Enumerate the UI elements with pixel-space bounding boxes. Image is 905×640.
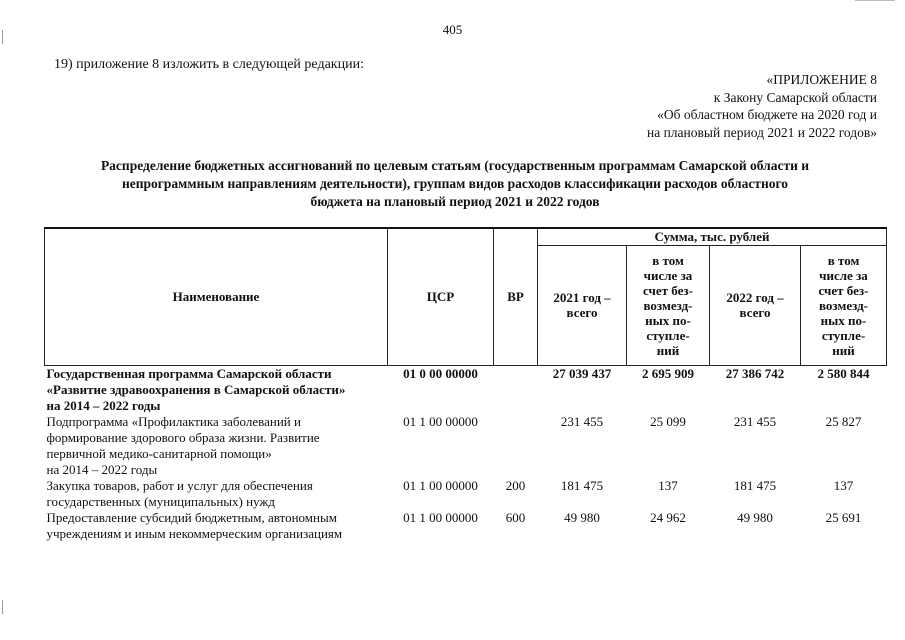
row-name-line: Предоставление субсидий бюджетным, автономным (46, 509, 337, 525)
header-2021-total (538, 245, 627, 365)
appendix-line: «Об областном бюджете на 2020 год и (657, 107, 877, 122)
header-line: ний (832, 342, 855, 358)
header-line: в том (827, 252, 860, 268)
row-name-line: Подпрограмма «Профилактика заболеваний и (46, 413, 301, 429)
header-line: 2022 год – (726, 290, 784, 305)
title-line: бюджета на плановый период 2021 и 2022 годов (310, 194, 600, 209)
header-2022-free (801, 245, 887, 365)
row-name (45, 414, 388, 478)
row-2022-free: 137 (833, 477, 854, 493)
header-line: возмезд- (819, 297, 868, 313)
title-line: непрограммным направлениям деятельности), группам видов расходов классификации расходов областного (121, 176, 789, 191)
row-csr: 01 1 00 00000 (403, 477, 478, 493)
row-vr: 600 (505, 509, 526, 525)
row-vr: 200 (505, 477, 526, 493)
row-2021-total: 27 039 437 (552, 365, 612, 381)
header-line: ступле- (821, 327, 866, 343)
header-line: числе за (643, 267, 693, 283)
row-csr: 01 1 00 00000 (403, 413, 478, 429)
row-2021-total: 231 455 (560, 413, 604, 429)
header-line: счет без- (643, 282, 693, 298)
row-2022-free: 2 580 844 (817, 365, 870, 381)
header-line: в том (652, 252, 684, 268)
appendix-header (647, 71, 877, 141)
row-name-line: первичной медико-санитарной помощи» (46, 445, 272, 461)
row-2021-free: 25 099 (650, 413, 686, 429)
appendix-line: «ПРИЛОЖЕНИЕ 8 (766, 72, 877, 87)
row-2021-total: 181 475 (560, 477, 604, 493)
row-2021-free: 2 695 909 (642, 365, 694, 381)
row-name-line: «Развитие здравоохранения в Самарской области» (46, 381, 346, 397)
row-2022-total: 181 475 (733, 477, 777, 493)
scan-edge-line (855, 0, 895, 1)
scan-edge-mark (2, 600, 3, 614)
row-name-line: Государственная программа Самарской области (46, 365, 332, 381)
row-vr (494, 414, 538, 478)
row-name-line: учреждениям и иным некоммерческим организациям (46, 525, 343, 541)
appendix-line: к Закону Самарской области (713, 89, 877, 105)
table-row (45, 414, 887, 478)
row-name (45, 510, 388, 542)
header-line: 2021 год – (553, 290, 611, 305)
header-vr: ВР (494, 228, 538, 365)
row-name (45, 365, 388, 414)
row-2022-total: 49 980 (737, 509, 773, 525)
row-name (45, 478, 388, 510)
row-2022-total: 27 386 742 (725, 365, 785, 381)
row-vr (494, 365, 538, 414)
row-2022-total: 231 455 (733, 413, 777, 429)
row-2021-total: 49 980 (564, 509, 600, 525)
appendix-line: на плановый период 2021 и 2022 годов» (646, 124, 877, 140)
row-name-line: Закупка товаров, работ и услуг для обеспечения (46, 477, 313, 493)
table-row (45, 478, 887, 510)
header-line: ных по- (820, 312, 867, 328)
header-line: возмезд- (643, 297, 693, 313)
header-2021-free (627, 245, 710, 365)
header-line: всего (739, 305, 771, 320)
header-sum: Сумма, тыс. рублей (538, 228, 887, 245)
row-2022-free: 25 827 (825, 413, 862, 429)
header-name: Наименование (45, 228, 388, 365)
header-line: ных по- (645, 312, 691, 328)
row-csr: 01 0 00 00000 (403, 365, 478, 381)
row-name-line: формирование здорового образа жизни. Развитие (46, 429, 320, 445)
row-name-line: государственных (муниципальных) нужд (46, 493, 275, 509)
page-number: 405 (442, 22, 463, 37)
header-csr: ЦСР (388, 228, 494, 365)
table-row (45, 365, 887, 414)
row-2022-free: 25 691 (825, 509, 862, 525)
header-2022-total (710, 245, 801, 365)
row-2021-free: 24 962 (650, 509, 686, 525)
row-name-line: на 2014 – 2022 годы (46, 397, 161, 413)
row-2021-free: 137 (658, 477, 678, 493)
title-line: Распределение бюджетных ассигнований по целевым статьям (государственным программам Самарской области и (100, 158, 810, 173)
budget-table (44, 227, 887, 542)
row-csr: 01 1 00 00000 (403, 509, 478, 525)
instruction-text: 19) приложение 8 изложить в следующей редакции: (54, 57, 364, 72)
header-line: всего (566, 305, 598, 320)
header-line: числе за (819, 267, 868, 283)
header-line: ний (656, 342, 680, 358)
header-line: ступле- (646, 327, 690, 343)
table-row (45, 510, 887, 542)
header-line: счет без- (818, 282, 869, 298)
row-name-line: на 2014 – 2022 годы (46, 461, 158, 477)
document-title (30, 157, 880, 211)
